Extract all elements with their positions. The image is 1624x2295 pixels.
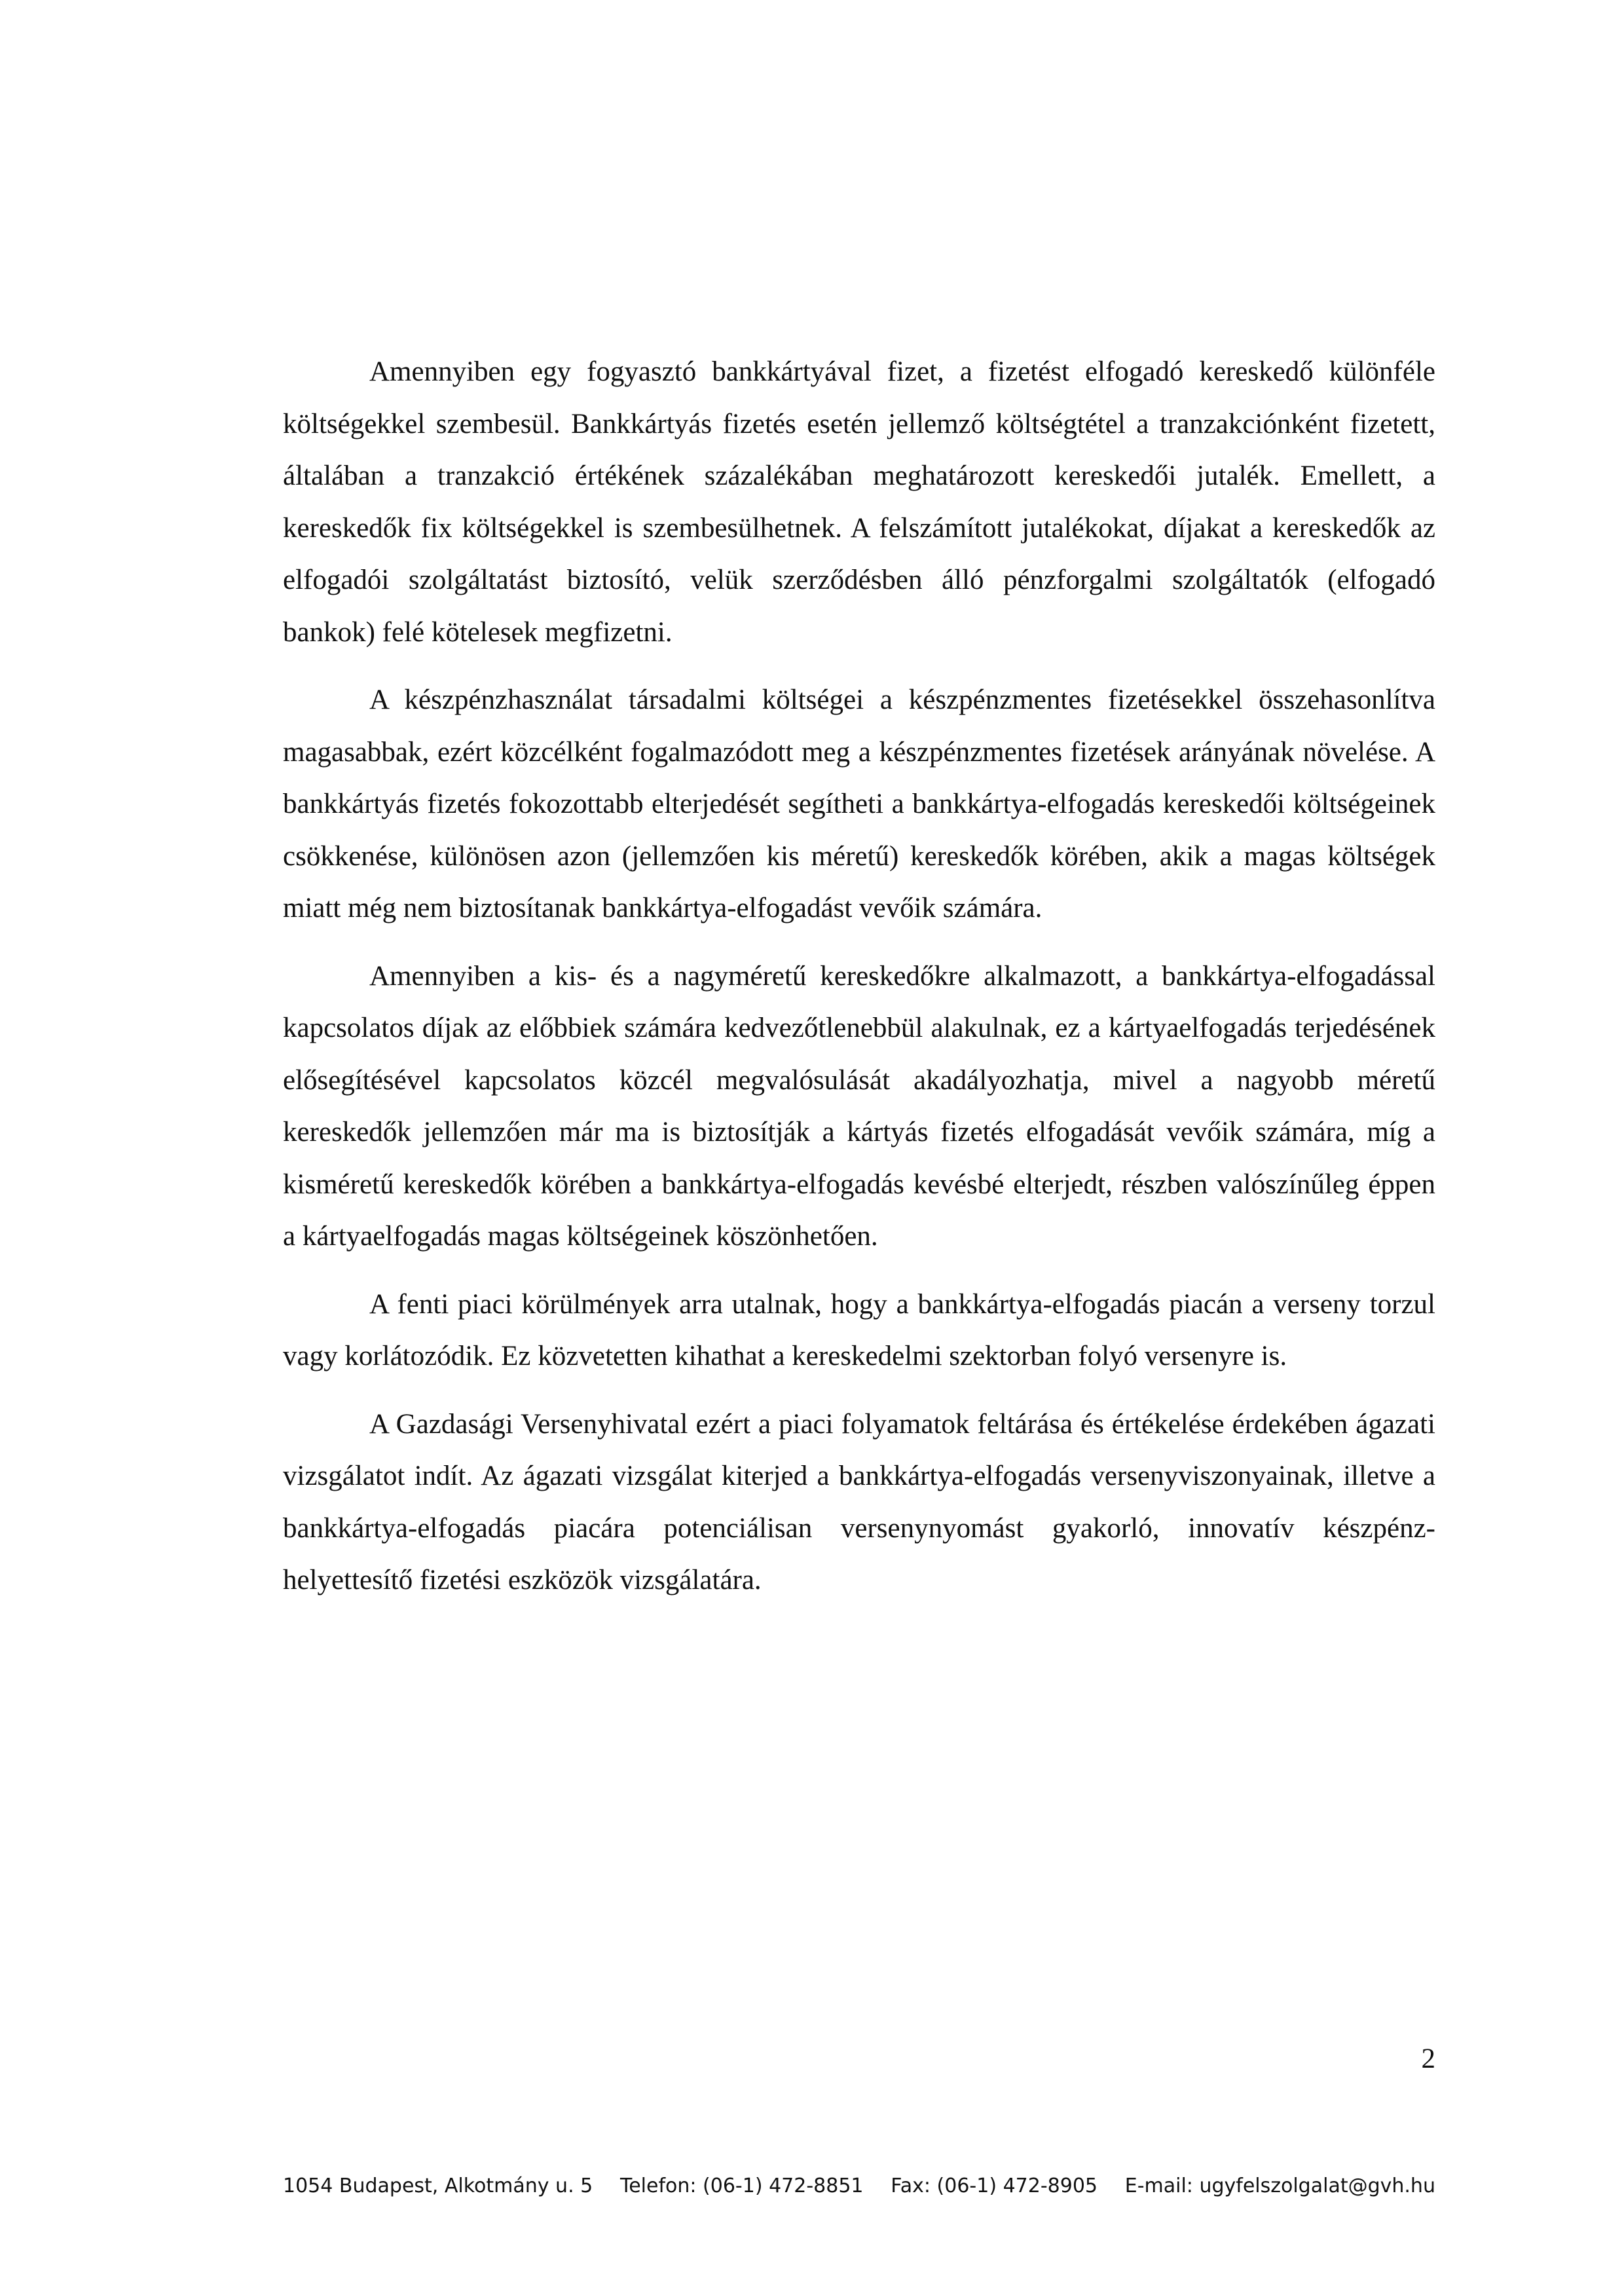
footer-address: 1054 Budapest, Alkotmány u. 5 bbox=[283, 2174, 593, 2197]
footer-email: E-mail: ugyfelszolgalat@gvh.hu bbox=[1124, 2174, 1435, 2197]
paragraph-4: A fenti piaci körülmények arra utalnak, hogy a bankkártya-elfogadás piacán a verseny torzul vagy korlátozódik. Ez közvetetten kihathat a kereskedelmi szektorban folyó versenyre is. bbox=[283, 1288, 1435, 1371]
paragraph-5: A Gazdasági Versenyhivatal ezért a piaci folyamatok feltárása és értékelése érdekében ágazati vizsgálatot indít. Az ágazati vizsgálat kiterjed a bankkártya-elfogadás versenyviszonyainak, illetve a bankkártya-elfogadás piacára potenciálisan versenynyomást gyakorló, innovatív készpénz-helyettesítő fizetési eszközök vizsgálatára. bbox=[283, 1408, 1435, 1595]
paragraph-1: Amennyiben egy fogyasztó bankkártyával fizet, a fizetést elfogadó kereskedő különféle költségekkel szembesül. Bankkártyás fizetés esetén jellemző költségtétel a tranzakciónként fizetett, általában a tranzakció értékének százalékában meghatározott kereskedői jutalék. Emellett, a kereskedők fix költségekkel is szembesülhetnek. A felszámított jutalékokat, díjakat a kereskedők az elfogadói szolgáltatást biztosító, velük szerződésben álló pénzforgalmi szolgáltatók (elfogadó bankok) felé kötelesek megfizetni. bbox=[283, 356, 1435, 648]
paragraph-2: A készpénzhasználat társadalmi költségei a készpénzmentes fizetésekkel összehasonlítva magasabbak, ezért közcélként fogalmazódott meg a készpénzmentes fizetések arányának növelése. A bankkártyás fizetés fokozottabb elterjedését segítheti a bankkártya-elfogadás kereskedői költségeinek csökkenése, különösen azon (jellemzően kis méretű) kereskedők körében, akik a magas költségek miatt még nem biztosítanak bankkártya-elfogadást vevőik számára. bbox=[283, 684, 1435, 924]
page-footer bbox=[283, 2173, 1435, 2199]
paragraph-3: Amennyiben a kis- és a nagyméretű kereskedőkre alkalmazott, a bankkártya-elfogadással kapcsolatos díjak az előbbiek számára kedvezőtlenebbül alakulnak, ez a kártyaelfogadás terjedésének elősegítésével kapcsolatos közcél megvalósulását akadályozhatja, mivel a nagyobb méretű kereskedők jellemzően már ma is biztosítják a kártyás fizetés elfogadását vevőik számára, míg a kisméretű kereskedők körében a bankkártya-elfogadás kevésbé elterjedt, részben valószínűleg éppen a kártyaelfogadás magas költségeinek köszönhetően. bbox=[283, 960, 1435, 1252]
document-body bbox=[283, 346, 1435, 1622]
footer-phone: Telefon: (06-1) 472-8851 bbox=[619, 2174, 864, 2197]
footer-fax: Fax: (06-1) 472-8905 bbox=[891, 2174, 1098, 2197]
page-number: 2 bbox=[1421, 2043, 1435, 2074]
